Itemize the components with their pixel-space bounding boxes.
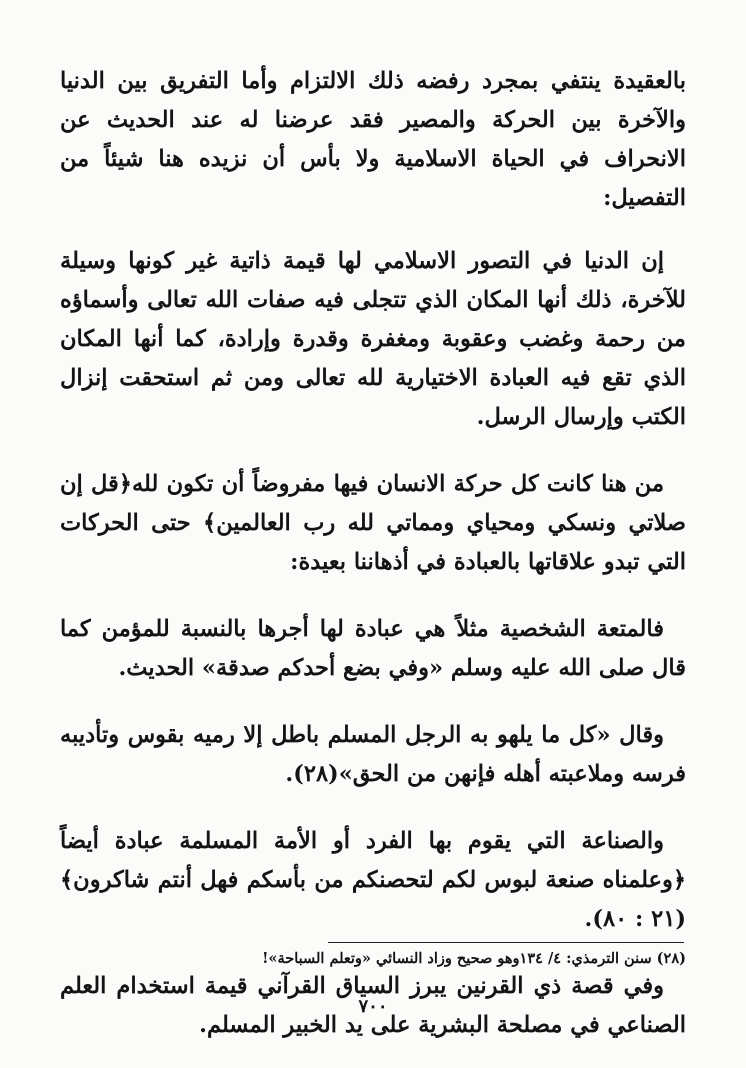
paragraph-2: إن الدنيا في التصور الاسلامي لها قيمة ذاتية غير كونها وسيلة للآخرة، ذلك أنها المكان الذي تتجلى فيه صفات الله تعالى وأسماؤه من رحمة وغضب وعقوبة ومغفرة وقدرة وإرادة، كما أنها المكان الذي تقع فيه العبادة الاختيارية لله تعالى ومن ثم استحقت إنزال الكتب وإرسال الرسل.	[60, 248, 686, 430]
paragraph-7: وفي قصة ذي القرنين يبرز السياق القرآني قيمة استخدام العلم الصناعي في مصلحة البشرية على يد الخبير المسلم.	[60, 973, 686, 1038]
paragraph-5: وقال «كل ما يلهو به الرجل المسلم باطل إلا رميه بقوس وتأديبه فرسه وملاعبته أهله فإنهن من الحق»(٢٨).	[60, 722, 686, 787]
paragraph-6: والصناعة التي يقوم بها الفرد أو الأمة المسلمة عبادة أيضاً ﴿وعلمناه صنعة لبوس لكم لتحصنكم من بأسكم فهل أنتم شاكرون﴾ (٢١ : ٨٠).	[60, 828, 686, 932]
paragraph-4: فالمتعة الشخصية مثلاً هي عبادة لها أجرها بالنسبة للمؤمن كما قال صلى الله عليه وسلم «وفي بضع أحدكم صدقة» الحديث.	[60, 616, 686, 681]
paragraph-3: من هنا كانت كل حركة الانسان فيها مفروضاً أن تكون لله﴿قل إن صلاتي ونسكي ومحياي ومماتي لله رب العالمين﴾ حتى الحركات التي تبدو علاقاتها بالعبادة في أذهاننا بعيدة:	[60, 471, 686, 575]
book-page	[60, 62, 686, 1038]
footnote-divider	[328, 942, 684, 943]
footnote-28: (٢٨) سنن الترمذي: ٤/ ١٣٤وهو صحيح وزاد النسائي «وتعلم السباحة»!	[262, 950, 686, 967]
paragraph-1: بالعقيدة ينتفي بمجرد رفضه ذلك الالتزام وأما التفريق بين الدنيا والآخرة بين الحركة والمصير فقد عرضنا له عند الحديث عن الانحراف في الحياة الاسلامية ولا بأس أن نزيده هنا شيئاً من التفصيل:	[60, 68, 686, 211]
page-number: ٧٠٠	[358, 996, 388, 1017]
